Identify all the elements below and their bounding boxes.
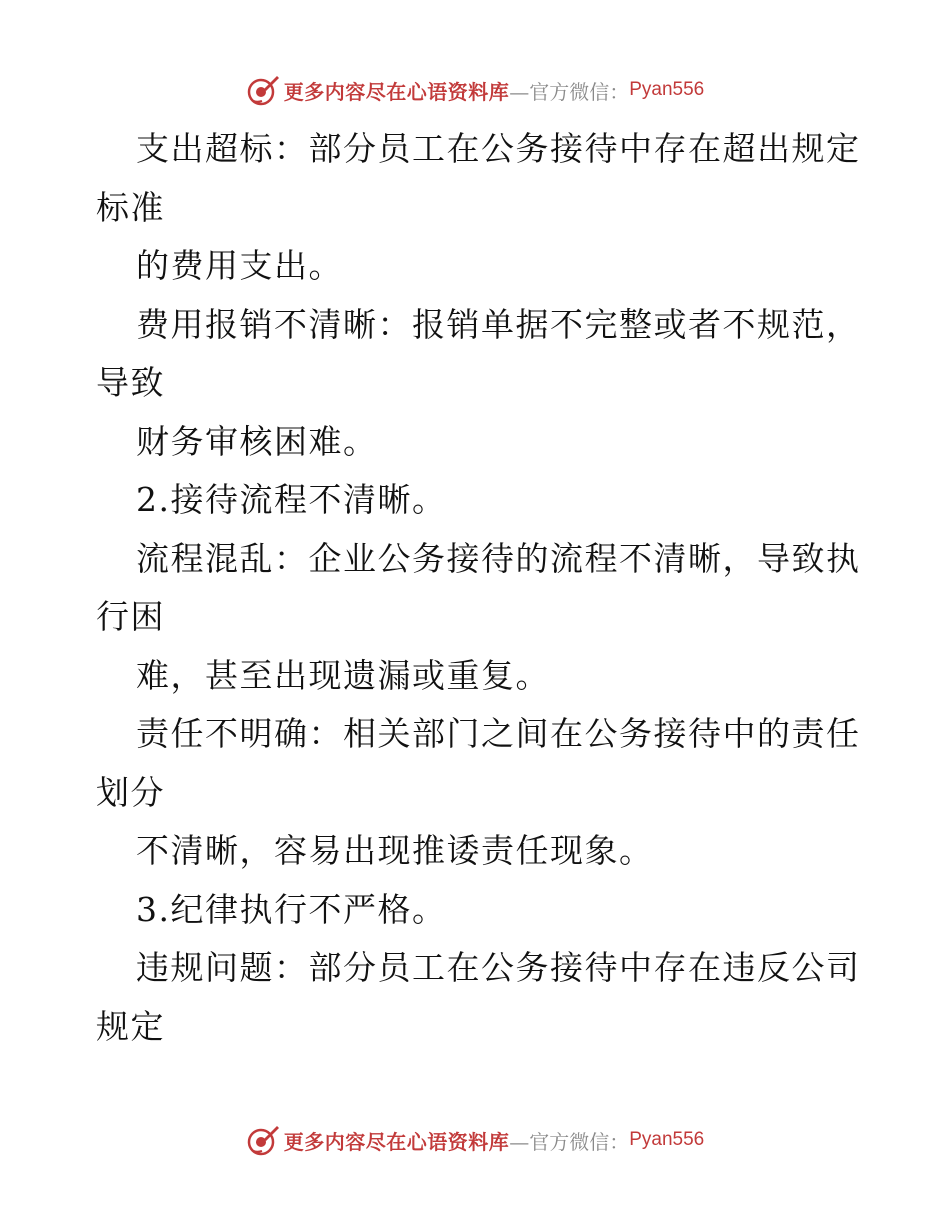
body-line: 的费用支出。 [136, 246, 343, 285]
body-line: 流程混乱：企业公务接待的流程不清晰，导致执 [136, 538, 861, 578]
body-line: 支出超标：部分员工在公务接待中存在超出规定 [136, 129, 861, 168]
body-line: 违规问题：部分员工在公务接待中存在违反公司 [136, 948, 861, 987]
body-line: 行困 [96, 597, 165, 636]
body-line: 费用报销不清晰：报销单据不完整或者不规范， [136, 304, 861, 344]
body-line: 导致 [96, 363, 165, 402]
watermark-label-text: —官方微信： [509, 79, 630, 104]
watermark-site-text: 更多内容尽在心语资料库 [283, 1129, 510, 1154]
body-line: 责任不明确：相关部门之间在公务接待中的责任 [136, 714, 861, 753]
body-line: 财务审核困难。 [136, 421, 378, 461]
body-line: 2.接待流程不清晰。 [136, 480, 447, 519]
body-line: 划分 [96, 772, 165, 812]
body-line: 规定 [96, 1006, 165, 1046]
body-line: 不清晰，容易出现推诿责任现象。 [136, 831, 654, 870]
watermark-label-text: —官方微信： [509, 1129, 630, 1154]
watermark-wechat-id: Pyan556 [629, 1129, 705, 1150]
footer-watermark [0, 1120, 950, 1160]
watermark-wechat-id: Pyan556 [629, 79, 705, 100]
pen-logo-icon [246, 73, 280, 107]
body-line: 标准 [96, 187, 165, 227]
body-line: 3.纪律执行不严格。 [136, 889, 447, 929]
watermark-site-text: 更多内容尽在心语资料库 [283, 79, 510, 104]
body-line: 难，甚至出现遗漏或重复。 [136, 655, 550, 695]
header-watermark [0, 70, 950, 110]
document-body [96, 120, 861, 1056]
pen-logo-icon [246, 1123, 280, 1157]
